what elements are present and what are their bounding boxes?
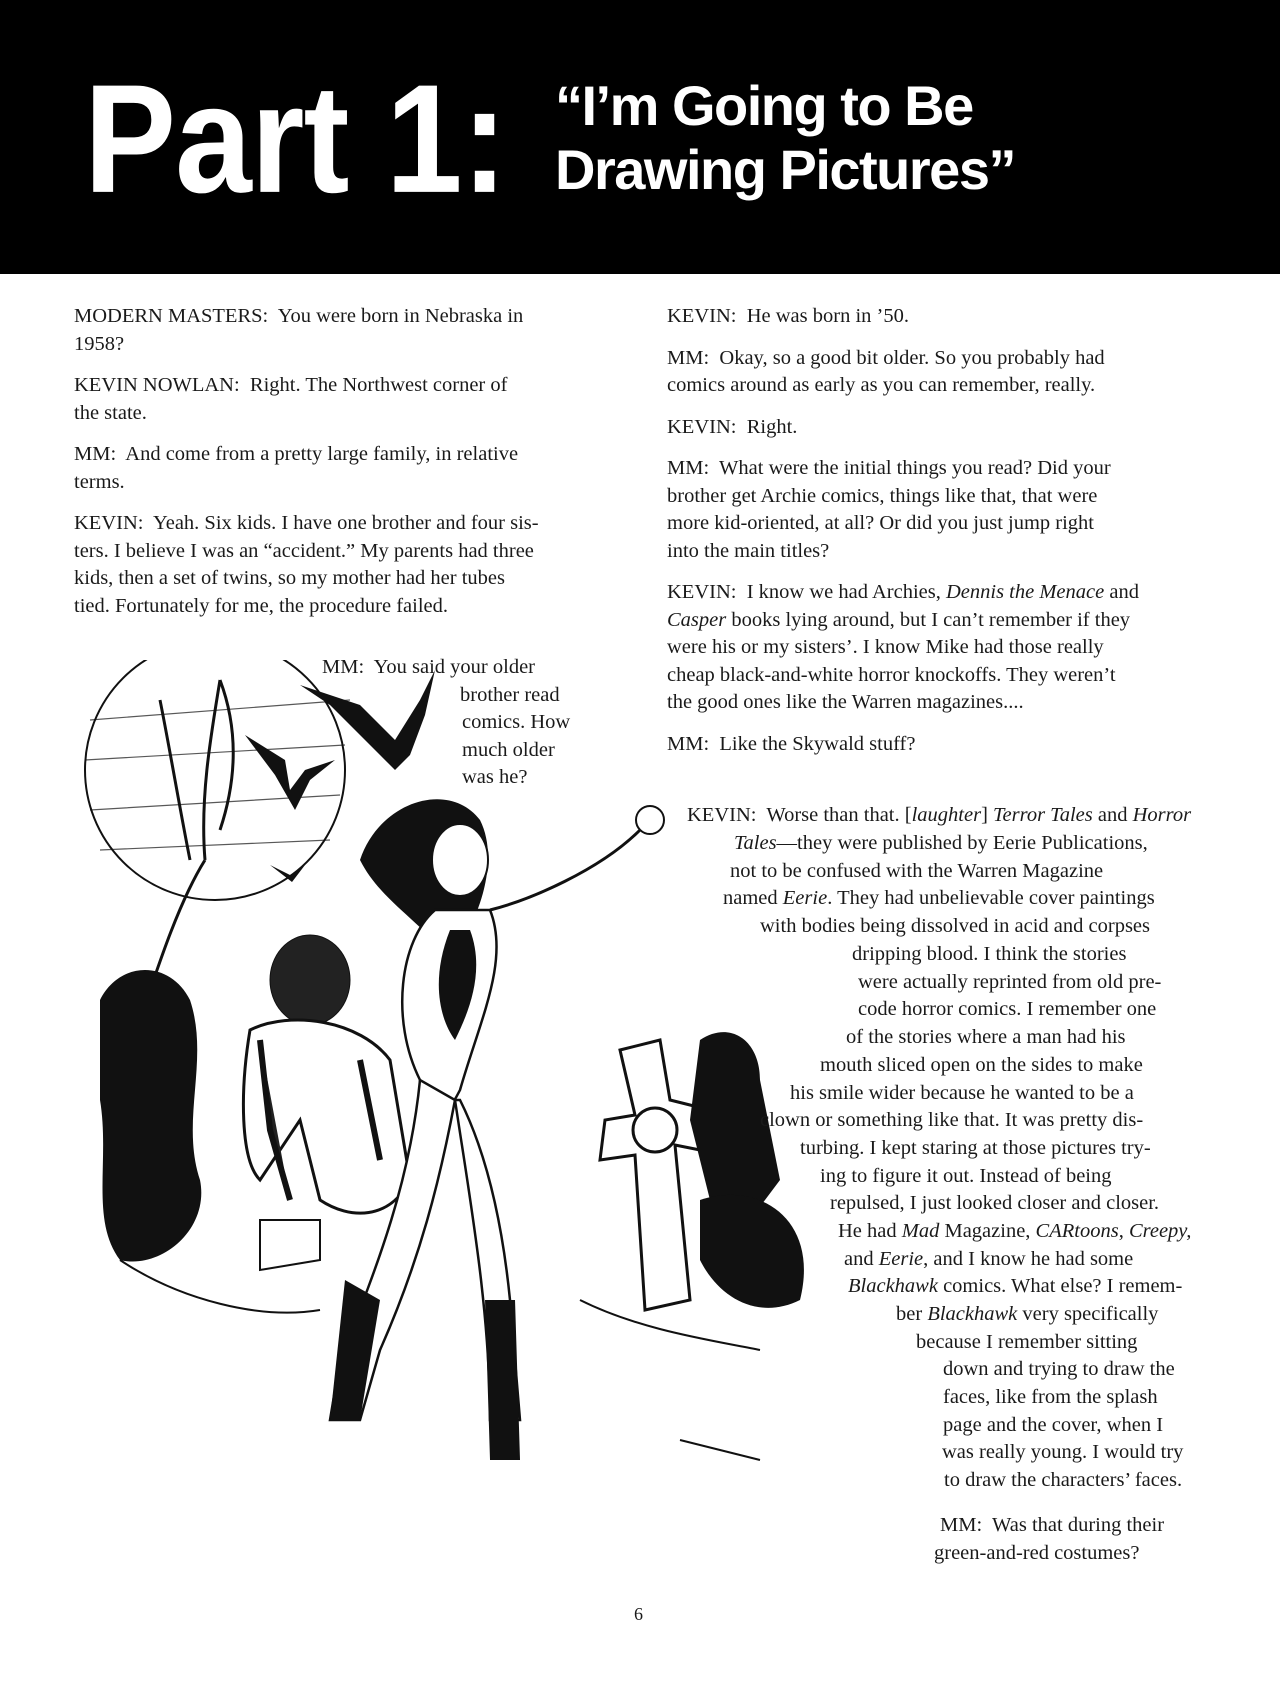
- speaker-label: MM:: [667, 346, 710, 369]
- speaker-label: MM:: [667, 457, 710, 479]
- speaker-label: KEVIN:: [667, 415, 737, 438]
- speaker-label: MM:: [322, 656, 365, 678]
- speaker-label: KEVIN:: [667, 581, 737, 603]
- speaker-label: KEVIN:: [687, 804, 757, 826]
- dialogue-entry: MM: What were the initial things you read? Did your brother get Archie comics, things like that, that were more kid-oriented, at all? Or did you just jump right into the main titles?: [667, 457, 1111, 562]
- speaker-label: MODERN MASTERS:: [74, 305, 269, 327]
- speaker-label: KEVIN:: [667, 305, 737, 327]
- chapter-header: [0, 0, 1280, 274]
- dialogue-entry: MODERN MASTERS: You were born in Nebraska in 1958?: [74, 305, 524, 355]
- speaker-label: MM:: [74, 443, 117, 465]
- speaker-label: MM:: [940, 1514, 983, 1536]
- dialogue-entry: KEVIN: He was born in ’50.: [667, 305, 909, 327]
- dead-tree-icon: [140, 680, 233, 1020]
- chapter-title-line-1: “I’m Going to Be: [555, 74, 973, 137]
- right-column: [667, 303, 1227, 772]
- dialogue-entry: MM: Like the Skywald stuff?: [667, 732, 916, 755]
- zombie-man-icon: [243, 935, 410, 1213]
- chapter-title-line-2: Drawing Pictures”: [555, 138, 1015, 201]
- chapter-title: [555, 74, 1015, 202]
- gravestone-cross-icon: [600, 1040, 710, 1310]
- dialogue-entry: KEVIN NOWLAN: Right. The Northwest corner of the state.: [74, 374, 508, 424]
- ghoul-figures-icon: [690, 1032, 804, 1308]
- page-number: 6: [634, 1604, 643, 1624]
- dialogue-entry: MM: And come from a pretty large family, in relative terms.: [74, 443, 519, 493]
- dialogue-entry: MM: Okay, so a good bit older. So you probably had comics around as early as you can remember, really.: [667, 346, 1105, 396]
- dialogue-entry: MM: Was that during their: [940, 1514, 1165, 1536]
- inset-question: MM: You said your older brother read comics. How much older was he?: [322, 656, 571, 788]
- dialogue-entry: KEVIN: Right.: [667, 415, 798, 438]
- speaker-label: KEVIN NOWLAN:: [74, 374, 240, 396]
- dialogue-entry: KEVIN: I know we had Archies, Dennis the Menace and Casper books lying around, but I can’t remember if they were his or my sisters’. I know Mike had those really cheap black-and-white horror knockoffs. They weren’t the good ones like the Warren magazines....: [667, 581, 1139, 713]
- swamp-creature-icon: [100, 970, 201, 1262]
- left-column: [74, 303, 614, 634]
- dialogue-entry: KEVIN: Yeah. Six kids. I have one brother and four sis- ters. I believe I was an “accident.” My parents had three kids, then a set of twins, so my mother had her tubes tied. Fortunately for me, the procedure failed.: [74, 512, 539, 617]
- part-label: Part 1:: [84, 53, 507, 226]
- speaker-label: MM:: [667, 732, 710, 755]
- speaker-label: KEVIN:: [74, 512, 144, 534]
